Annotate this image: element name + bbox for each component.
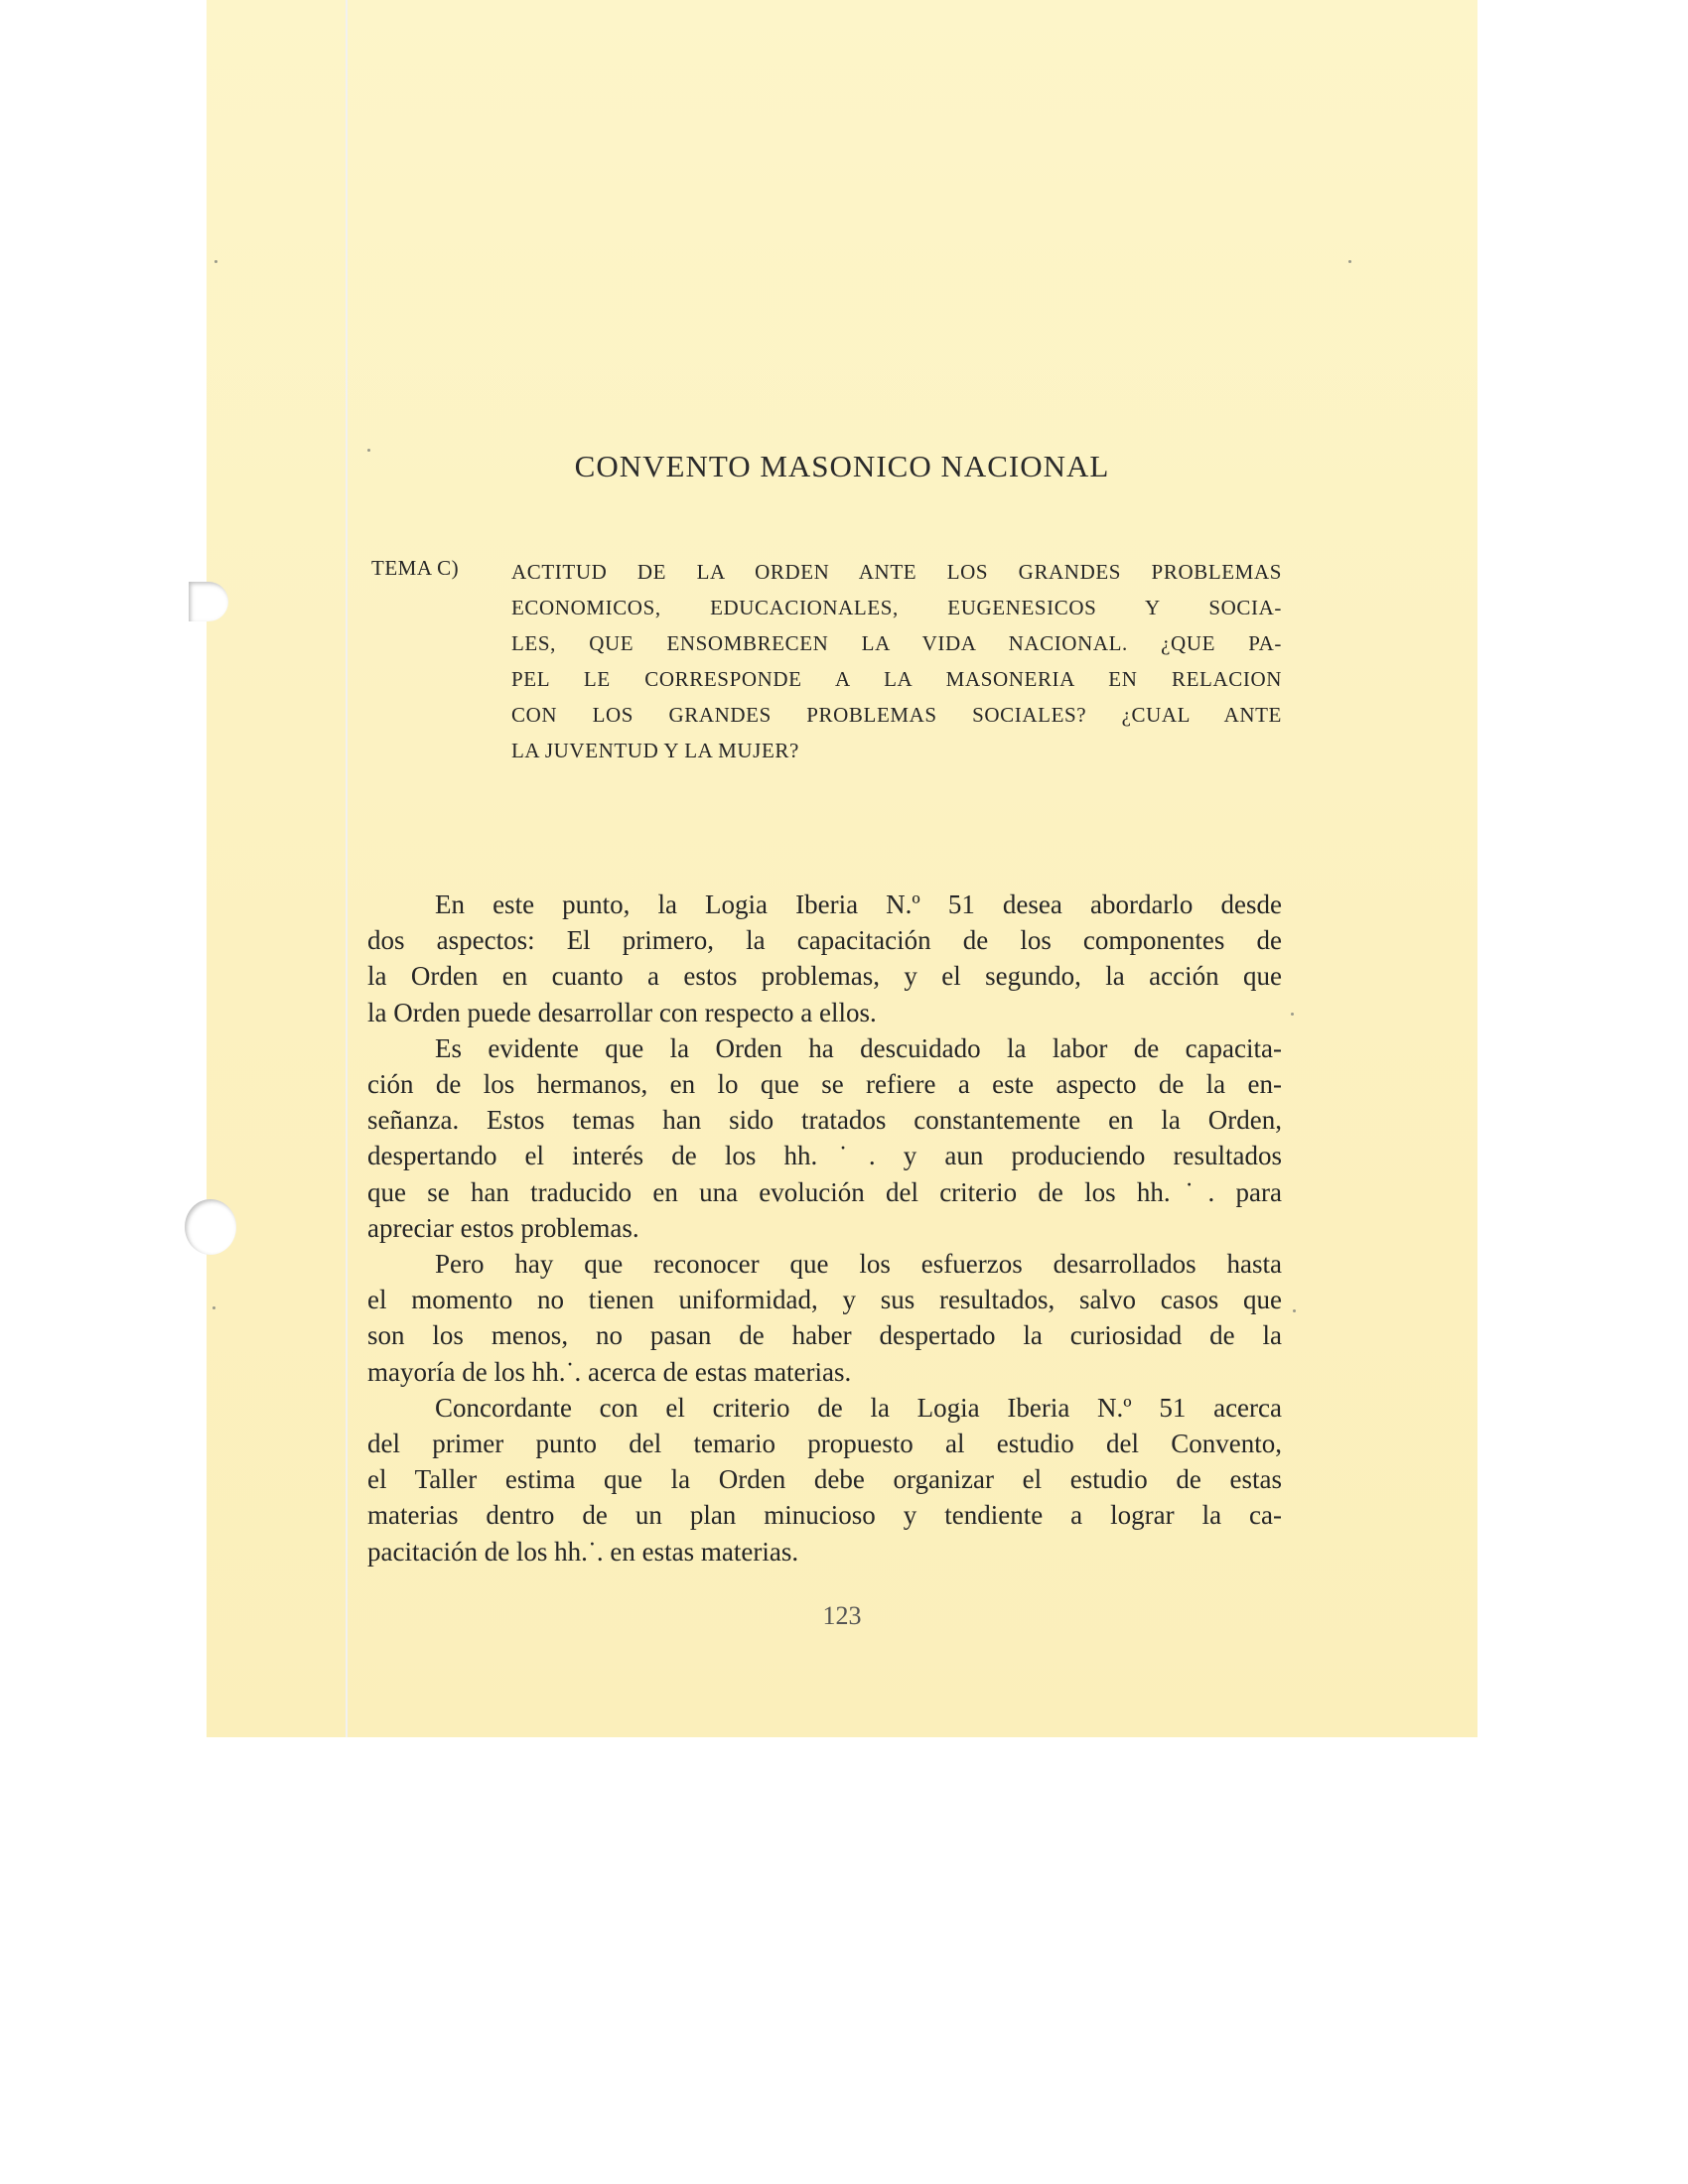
tema-line: PEL LE CORRESPONDE A LA MASONERIA EN RELACION	[511, 667, 1282, 691]
text-line: la Orden puede desarrollar con respecto a ellos.	[367, 997, 877, 1027]
text-line: son los menos, no pasan de haber despertado la curiosidad de la	[367, 1320, 1282, 1351]
text-line: Concordante con el criterio de la Logia Iberia N.º 51 acerca	[435, 1392, 1282, 1423]
paragraph-3	[367, 1246, 1282, 1390]
text-line: el Taller estima que la Orden debe organizar el estudio de estas	[367, 1464, 1282, 1495]
text-line: el momento no tienen uniformidad, y sus resultados, salvo casos que	[367, 1285, 1282, 1315]
text-line: despertando el interés de los hh.˙. y aun produciendo resultados	[367, 1141, 1282, 1171]
page-edge-shadow	[346, 0, 348, 1737]
document-page	[207, 0, 1477, 1737]
text-line: ción de los hermanos, en lo que se refiere a este aspecto de la en-	[367, 1069, 1282, 1100]
body-text	[367, 887, 1282, 1570]
tema-line: ECONOMICOS, EDUCACIONALES, EUGENESICOS Y SOCIA-	[511, 596, 1282, 619]
text-line: del primer punto del temario propuesto al estudio del Convento,	[367, 1429, 1282, 1459]
paragraph-4	[367, 1390, 1282, 1570]
text-line: que se han traducido en una evolución del criterio de los hh.˙. para	[367, 1176, 1282, 1207]
paragraph-1	[367, 887, 1282, 1030]
text-line: apreciar estos problemas.	[367, 1212, 639, 1243]
paragraph-2	[367, 1030, 1282, 1246]
punch-hole	[189, 582, 228, 621]
tema-line: CON LOS GRANDES PROBLEMAS SOCIALES? ¿CUAL ANTE	[511, 703, 1282, 727]
tema-statement	[511, 554, 1282, 768]
text-line: Pero hay que reconocer que los esfuerzos desarrollados hasta	[435, 1249, 1282, 1280]
tema-line: LES, QUE ENSOMBRECEN LA VIDA NACIONAL. ¿QUE PA-	[511, 631, 1282, 655]
tema-label: TEMA C)	[371, 556, 460, 580]
tema-line: LA JUVENTUD Y LA MUJER?	[511, 739, 799, 762]
text-line: pacitación de los hh.˙. en estas materias.	[367, 1536, 799, 1567]
text-line: Es evidente que la Orden ha descuidado la labor de capacita-	[435, 1032, 1282, 1063]
document-title: CONVENTO MASONICO NACIONAL	[574, 449, 1110, 483]
page-number: 123	[822, 1601, 862, 1630]
tema-line: ACTITUD DE LA ORDEN ANTE LOS GRANDES PROBLEMAS	[511, 560, 1282, 584]
text-line: la Orden en cuanto a estos problemas, y el segundo, la acción que	[367, 961, 1282, 992]
text-line: En este punto, la Logia Iberia N.º 51 desea abordarlo desde	[435, 889, 1282, 919]
punch-hole	[185, 1199, 236, 1255]
text-line: señanza. Estos temas han sido tratados constantemente en la Orden,	[367, 1105, 1282, 1136]
text-line: materias dentro de un plan minucioso y tendiente a lograr la ca-	[367, 1500, 1282, 1531]
text-line: mayoría de los hh.˙. acerca de estas materias.	[367, 1356, 852, 1387]
text-line: dos aspectos: El primero, la capacitación de los componentes de	[367, 925, 1282, 956]
